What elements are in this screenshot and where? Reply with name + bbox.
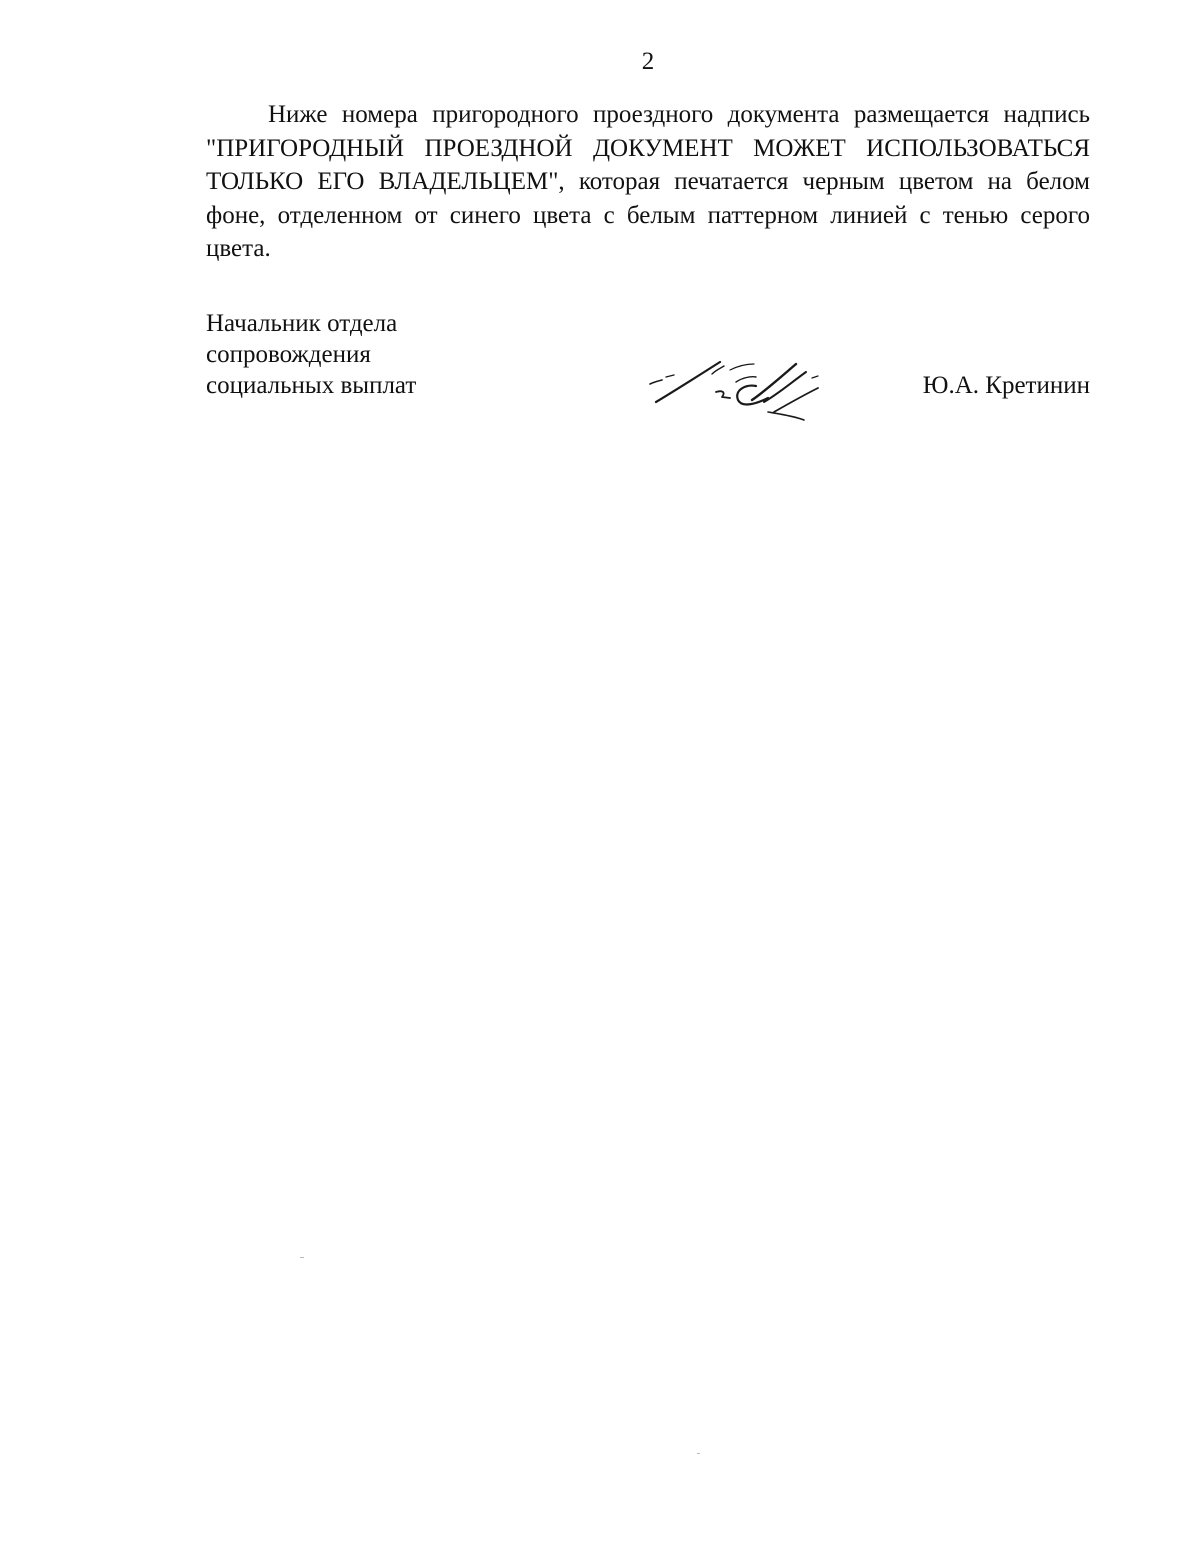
- handwritten-signature-icon: [642, 354, 832, 426]
- body-paragraph: Ниже номера пригородного проездного документа размещается надпись "ПРИГОРОДНЫЙ ПРОЕЗДНОЙ ДОКУМЕНТ МОЖЕТ ИСПОЛЬЗОВАТЬСЯ ТОЛЬКО ЕГО ВЛАДЕЛЬЦЕМ", которая печатается черным цветом на белом фоне, отделенном от синего цвета с белым паттерном линией с тенью серого цвета.: [206, 101, 1090, 262]
- scan-speck: [697, 1453, 700, 1454]
- scan-speck: [300, 1257, 304, 1258]
- page-number: 2: [641, 48, 655, 75]
- signature-block: [206, 308, 1090, 428]
- position-title-line-1: Начальник отдела: [206, 310, 398, 337]
- position-title-line-3: социальных выплат: [206, 372, 417, 399]
- position-title-line-2: сопровождения: [206, 341, 371, 368]
- signer-name: Ю.А. Кретинин: [922, 372, 1090, 399]
- position-title: [206, 308, 416, 401]
